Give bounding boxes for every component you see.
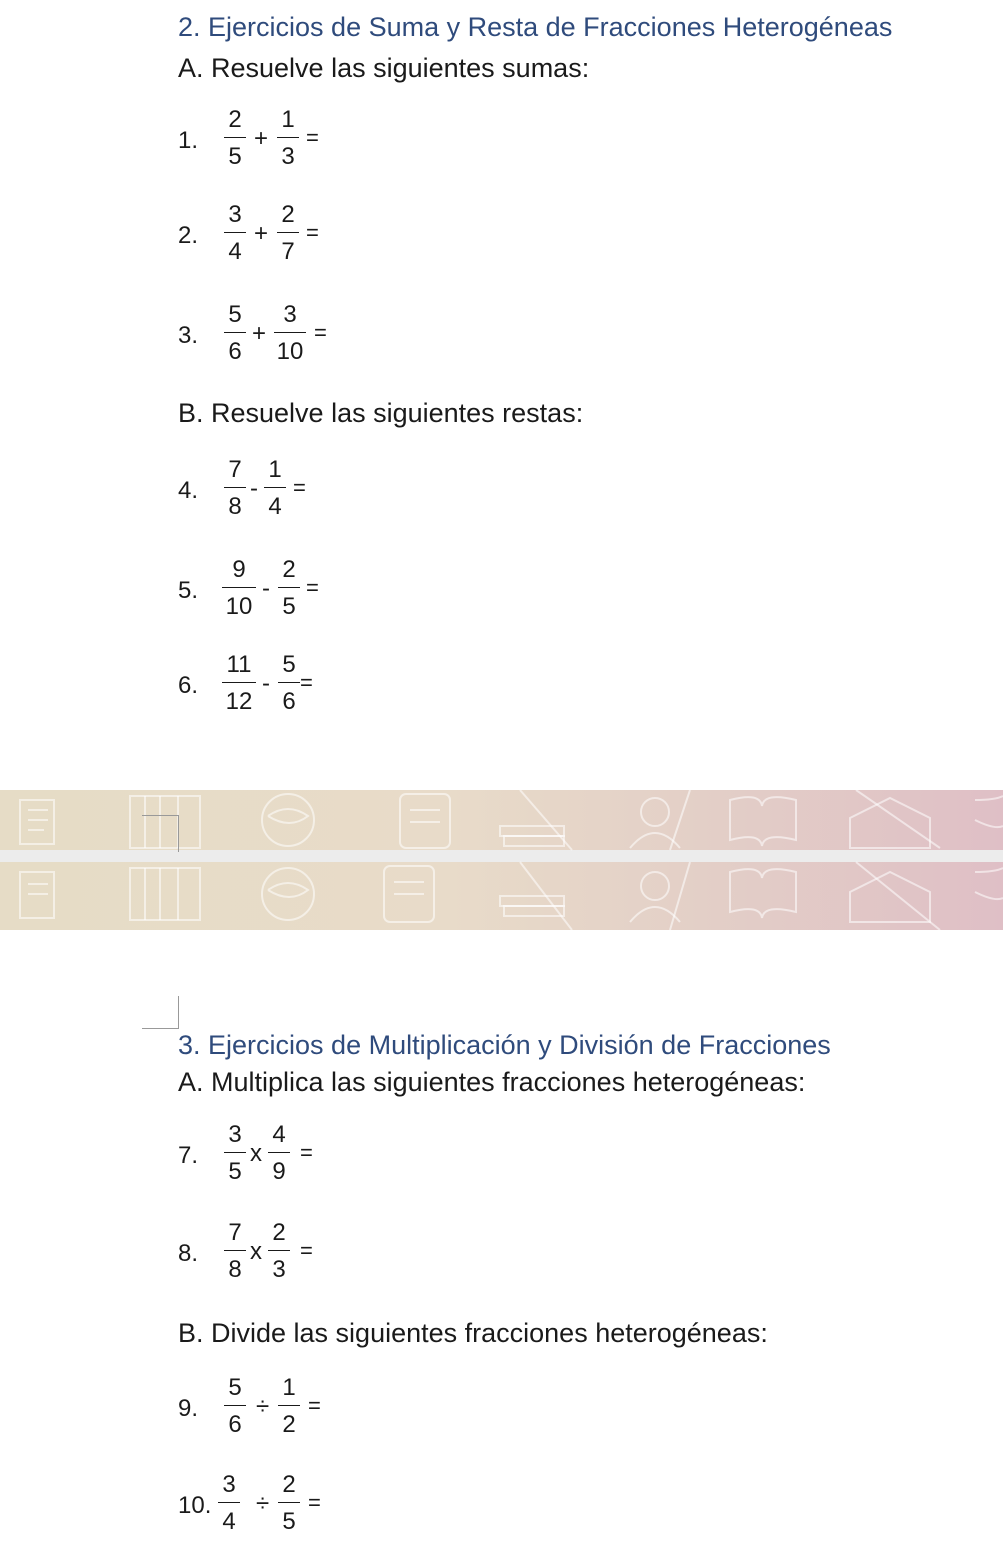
fraction-2: 1 3 (277, 105, 299, 172)
equals-sign: = (308, 1393, 321, 1418)
operator: + (254, 220, 269, 247)
exercise-2 (178, 200, 578, 270)
exercise-5 (178, 555, 578, 625)
exercise-9 (178, 1373, 578, 1443)
page-crop-mark (142, 815, 179, 852)
education-doodles-icon (0, 790, 1003, 930)
operator: + (252, 320, 267, 347)
section2-part-b: B. Resuelve las siguientes restas: (178, 398, 584, 428)
fraction-2: 5 6 (278, 650, 300, 717)
fraction-2: 4 9 (268, 1120, 290, 1187)
fraction-1: 9 10 (222, 555, 256, 622)
exercise-number: 7. (178, 1142, 199, 1169)
fraction-1: 3 4 (224, 200, 246, 267)
operator: + (254, 125, 269, 152)
fraction-2: 2 7 (277, 200, 299, 267)
operator: - (262, 575, 270, 602)
exercise-8 (178, 1218, 578, 1288)
exercise-number: 2. (178, 222, 199, 249)
equals-sign: = (306, 125, 319, 150)
section2-heading: 2. Ejercicios de Suma y Resta de Fracciones Heterogéneas (178, 12, 893, 42)
fraction-1: 2 5 (224, 105, 246, 172)
exercise-number: 1. (178, 127, 199, 154)
fraction-1: 7 8 (224, 1218, 246, 1285)
decorative-education-banner (0, 790, 1003, 930)
fraction-2: 2 5 (278, 555, 300, 622)
equals-sign: = (300, 1140, 313, 1165)
section3-heading: 3. Ejercicios de Multiplicación y División de Fracciones (178, 1030, 831, 1060)
operator: - (250, 475, 258, 502)
fraction-1: 5 6 (224, 300, 246, 367)
exercise-3 (178, 300, 578, 370)
fraction-2: 1 4 (264, 455, 286, 522)
fraction-1: 11 12 (222, 650, 256, 717)
section2-part-a: A. Resuelve las siguientes sumas: (178, 53, 590, 83)
exercise-10 (178, 1470, 578, 1540)
page-crop-mark (142, 996, 179, 1029)
exercise-number: 3. (178, 322, 199, 349)
equals-sign: = (300, 1238, 313, 1263)
exercise-1 (178, 105, 578, 175)
section3-part-a: A. Multiplica las siguientes fracciones heterogéneas: (178, 1067, 806, 1097)
equals-sign: = (314, 320, 327, 345)
fraction-2: 2 5 (278, 1470, 300, 1537)
exercise-4 (178, 455, 578, 525)
exercise-number: 5. (178, 577, 199, 604)
fraction-2: 2 3 (268, 1218, 290, 1285)
operator: ÷ (256, 1393, 270, 1420)
equals-sign: = (293, 475, 306, 500)
fraction-2: 1 2 (278, 1373, 300, 1440)
fraction-2: 3 10 (274, 300, 306, 367)
fraction-1: 3 4 (218, 1470, 240, 1537)
equals-sign: = (308, 1490, 321, 1515)
exercise-number: 6. (178, 672, 199, 699)
equals-sign: = (300, 670, 313, 695)
exercise-number: 10. (178, 1492, 212, 1519)
exercise-6 (178, 650, 578, 720)
equals-sign: = (306, 575, 319, 600)
equals-sign: = (306, 220, 319, 245)
exercise-7 (178, 1120, 578, 1190)
fraction-1: 7 8 (224, 455, 246, 522)
operator: ÷ (256, 1490, 270, 1517)
operator: x (250, 1140, 262, 1167)
operator: - (262, 670, 270, 697)
exercise-number: 9. (178, 1395, 199, 1422)
fraction-1: 5 6 (224, 1373, 246, 1440)
section3-part-b: B. Divide las siguientes fracciones heterogéneas: (178, 1318, 768, 1348)
exercise-number: 4. (178, 477, 199, 504)
operator: x (250, 1238, 262, 1265)
exercise-number: 8. (178, 1240, 199, 1267)
fraction-1: 3 5 (224, 1120, 246, 1187)
